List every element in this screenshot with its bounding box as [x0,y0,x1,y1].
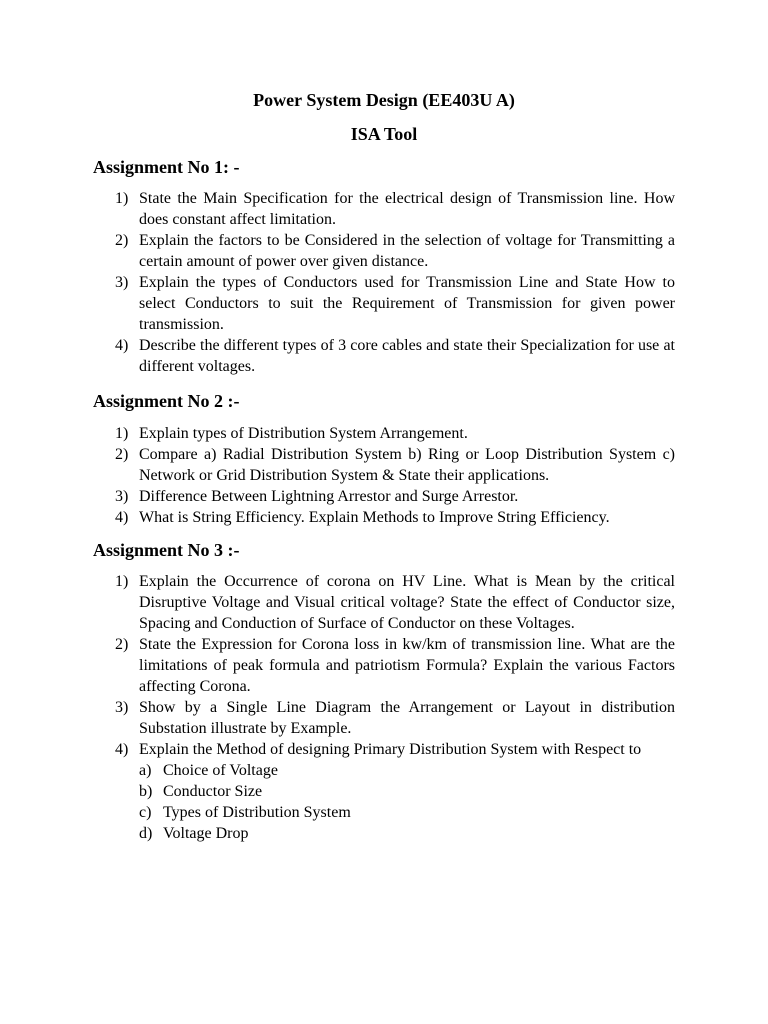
sub-list-item [139,760,675,781]
sub-item-letter: d) [139,825,153,842]
item-text: State the Expression for Corona loss in kw/km of transmission line. What are the limitations of peak formula and patriotism Formula? Explain the various Factors affecting Corona. [139,636,675,695]
list-item [115,739,675,844]
list-item [115,230,675,272]
item-number: 1) [115,425,129,442]
sub-item-letter: c) [139,804,152,821]
item-text: Explain types of Distribution System Arrangement. [139,425,468,442]
item-text: What is String Efficiency. Explain Methods to Improve String Efficiency. [139,509,610,526]
list-item [115,634,675,697]
document-subtitle: ISA Tool [350,124,418,144]
item-text: Explain the Method of designing Primary Distribution System with Respect to [139,741,642,758]
item-text: Compare a) Radial Distribution System b) Ring or Loop Distribution System c) Network or Grid Distribution System & State their applications. [139,446,675,484]
sub-list-item [139,802,675,823]
item-text: Describe the different types of 3 core cables and state their Specialization for use at different voltages. [139,337,675,375]
sub-list-item [139,781,675,802]
item-text: Explain the types of Conductors used for Transmission Line and State How to select Conductors to suit the Requirement of Transmission for given power transmission. [139,274,675,333]
list-item [115,697,675,739]
item-number: 4) [115,741,129,758]
item-number: 3) [115,488,129,505]
assignment-3-heading: Assignment No 3 :- [93,540,240,560]
item-text: Explain the Occurrence of corona on HV Line. What is Mean by the critical Disruptive Voltage and Visual critical voltage? State the effect of Conductor size, Spacing and Conduction of Surface of Conductor on these Voltages. [139,573,675,632]
item-number: 1) [115,573,129,590]
list-item [115,444,675,486]
sub-list [139,760,675,844]
item-number: 4) [115,337,129,354]
document-title: Power System Design (EE403U A) [253,90,515,110]
list-item [115,272,675,335]
sub-item-text: Types of Distribution System [163,804,351,821]
assignment-2-heading: Assignment No 2 :- [93,391,240,411]
sub-list-item [139,823,675,844]
sub-item-text: Conductor Size [163,783,263,800]
item-number: 2) [115,232,129,249]
list-item [115,507,675,528]
list-item [115,335,675,377]
assignment-1-list [115,188,675,377]
list-item [115,486,675,507]
sub-item-letter: b) [139,783,153,800]
item-text: Explain the factors to be Considered in the selection of voltage for Transmitting a certain amount of power over given distance. [139,232,675,270]
item-text: Difference Between Lightning Arrestor and Surge Arrestor. [139,488,519,505]
sub-item-text: Voltage Drop [163,825,249,842]
item-number: 1) [115,190,129,207]
list-item [115,188,675,230]
list-item [115,423,675,444]
item-number: 3) [115,699,129,716]
item-text: State the Main Specification for the electrical design of Transmission line. How does constant affect limitation. [139,190,675,228]
item-number: 2) [115,446,129,463]
item-number: 4) [115,509,129,526]
item-number: 3) [115,274,129,291]
sub-item-text: Choice of Voltage [163,762,278,779]
sub-item-letter: a) [139,762,152,779]
assignment-1-heading: Assignment No 1: - [93,157,240,177]
assignment-3-list [115,571,675,844]
item-number: 2) [115,636,129,653]
list-item [115,571,675,634]
assignment-2-list [115,423,675,528]
item-text: Show by a Single Line Diagram the Arrangement or Layout in distribution Substation illustrate by Example. [139,699,675,737]
